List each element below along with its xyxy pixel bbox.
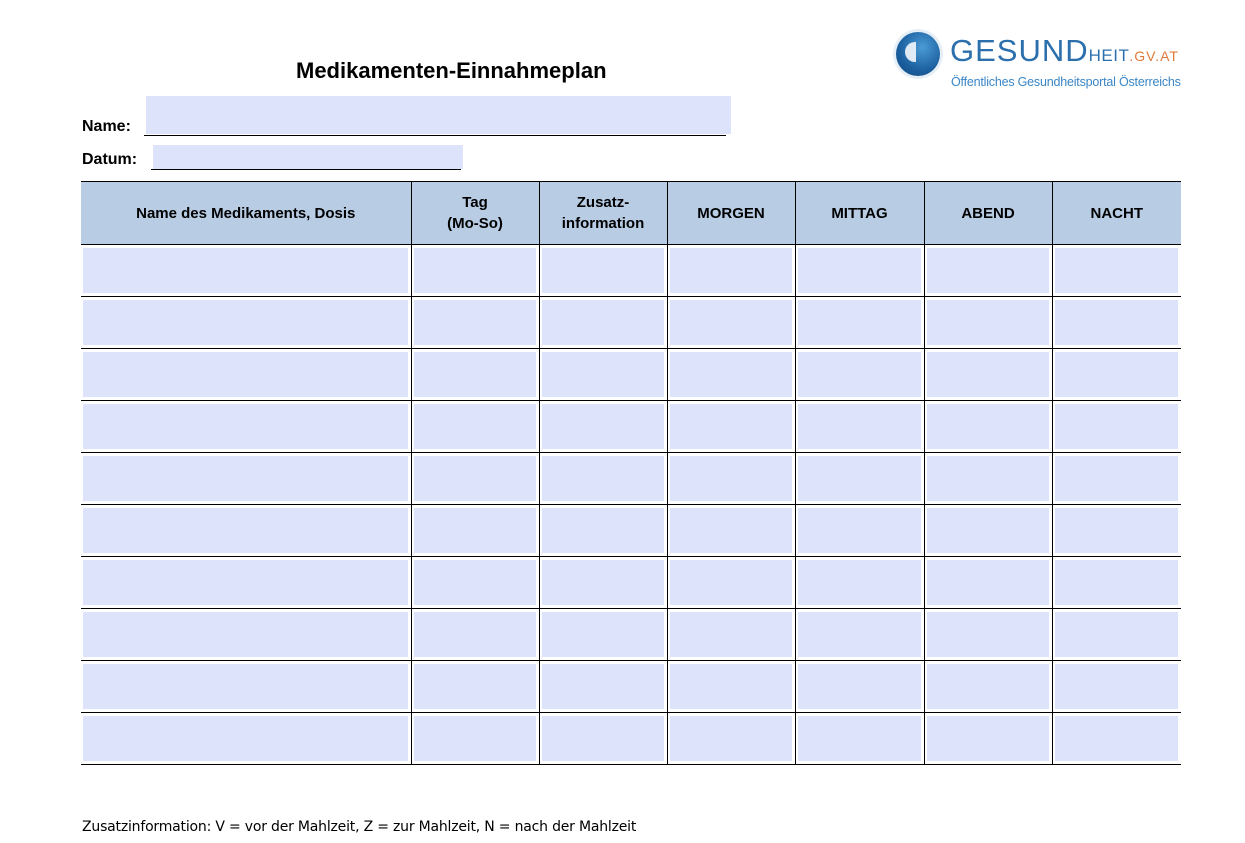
table-cell xyxy=(411,245,539,297)
name-label: Name: xyxy=(82,118,131,135)
day-field[interactable] xyxy=(414,248,536,293)
day-field[interactable] xyxy=(414,560,536,605)
night-field[interactable] xyxy=(1055,612,1179,657)
table-cell xyxy=(924,453,1052,505)
table-cell xyxy=(667,401,795,453)
day-field[interactable] xyxy=(414,508,536,553)
night-field[interactable] xyxy=(1055,560,1179,605)
evening-field[interactable] xyxy=(927,300,1049,345)
evening-field[interactable] xyxy=(927,716,1049,761)
table-row xyxy=(81,453,1181,505)
additional-info-field[interactable] xyxy=(542,716,664,761)
table-cell xyxy=(1052,505,1181,557)
table-cell xyxy=(924,505,1052,557)
table-cell xyxy=(411,297,539,349)
noon-field[interactable] xyxy=(798,456,921,501)
table-cell xyxy=(795,713,924,765)
table-row xyxy=(81,245,1181,297)
night-field[interactable] xyxy=(1055,508,1179,553)
noon-field[interactable] xyxy=(798,508,921,553)
table-row xyxy=(81,401,1181,453)
medication-dose-field[interactable] xyxy=(83,300,408,345)
morning-field[interactable] xyxy=(670,612,792,657)
logo-subtitle: Öffentliches Gesundheitsportal Österreichs xyxy=(951,75,1181,89)
table-cell xyxy=(795,297,924,349)
header-noon: MITTAG xyxy=(795,182,924,245)
table-cell xyxy=(1052,401,1181,453)
day-field[interactable] xyxy=(414,300,536,345)
medication-dose-field[interactable] xyxy=(83,664,408,709)
table-cell xyxy=(81,557,411,609)
night-field[interactable] xyxy=(1055,716,1179,761)
medication-dose-field[interactable] xyxy=(83,248,408,293)
table-cell xyxy=(924,661,1052,713)
additional-info-field[interactable] xyxy=(542,560,664,605)
header-evening: ABEND xyxy=(924,182,1052,245)
evening-field[interactable] xyxy=(927,560,1049,605)
table-cell xyxy=(81,401,411,453)
table-cell xyxy=(539,245,667,297)
name-underline xyxy=(144,135,726,136)
table-cell xyxy=(667,453,795,505)
logo-main-prefix: GESUND xyxy=(950,33,1089,68)
table-cell xyxy=(667,713,795,765)
additional-info-field[interactable] xyxy=(542,456,664,501)
table-row xyxy=(81,609,1181,661)
table-cell xyxy=(795,245,924,297)
day-field[interactable] xyxy=(414,664,536,709)
name-input[interactable] xyxy=(146,96,731,134)
header-night: NACHT xyxy=(1052,182,1181,245)
table-cell xyxy=(1052,713,1181,765)
table-cell xyxy=(667,661,795,713)
evening-field[interactable] xyxy=(927,508,1049,553)
noon-field[interactable] xyxy=(798,352,921,397)
morning-field[interactable] xyxy=(670,664,792,709)
table-cell xyxy=(667,557,795,609)
medication-plan-table xyxy=(81,181,1181,765)
noon-field[interactable] xyxy=(798,248,921,293)
table-cell xyxy=(411,557,539,609)
noon-field[interactable] xyxy=(798,300,921,345)
table-cell xyxy=(924,713,1052,765)
evening-field[interactable] xyxy=(927,248,1049,293)
table-row xyxy=(81,557,1181,609)
table-cell xyxy=(924,609,1052,661)
night-field[interactable] xyxy=(1055,248,1179,293)
table-cell xyxy=(667,297,795,349)
table-cell xyxy=(1052,661,1181,713)
evening-field[interactable] xyxy=(927,456,1049,501)
evening-field[interactable] xyxy=(927,612,1049,657)
datum-underline xyxy=(151,169,461,170)
table-cell xyxy=(795,401,924,453)
datum-label: Datum: xyxy=(82,151,138,168)
morning-field[interactable] xyxy=(670,456,792,501)
noon-field[interactable] xyxy=(798,560,921,605)
table-cell xyxy=(411,453,539,505)
noon-field[interactable] xyxy=(798,716,921,761)
logo-main-small: HEIT xyxy=(1088,46,1130,65)
table-cell xyxy=(81,505,411,557)
night-field[interactable] xyxy=(1055,404,1179,449)
day-field[interactable] xyxy=(414,404,536,449)
morning-field[interactable] xyxy=(670,300,792,345)
logo-emblem-icon xyxy=(896,32,940,76)
table-cell xyxy=(1052,453,1181,505)
table-cell xyxy=(539,609,667,661)
header-day: Tag (Mo-So) xyxy=(411,182,539,245)
table-cell xyxy=(539,297,667,349)
medication-dose-field[interactable] xyxy=(83,404,408,449)
additional-info-field[interactable] xyxy=(542,300,664,345)
additional-info-field[interactable] xyxy=(542,612,664,657)
morning-field[interactable] xyxy=(670,404,792,449)
logo-wordmark xyxy=(950,34,1179,73)
table-cell xyxy=(411,349,539,401)
table-cell xyxy=(795,453,924,505)
table-cell xyxy=(667,505,795,557)
header-morning: MORGEN xyxy=(667,182,795,245)
table-cell xyxy=(411,713,539,765)
noon-field[interactable] xyxy=(798,664,921,709)
table-cell xyxy=(795,661,924,713)
medication-dose-field[interactable] xyxy=(83,456,408,501)
morning-field[interactable] xyxy=(670,716,792,761)
table-cell xyxy=(539,453,667,505)
day-field[interactable] xyxy=(414,352,536,397)
table-cell xyxy=(411,661,539,713)
medication-dose-field[interactable] xyxy=(83,612,408,657)
morning-field[interactable] xyxy=(670,248,792,293)
table-cell xyxy=(411,401,539,453)
table-cell xyxy=(539,661,667,713)
table-header-row xyxy=(81,182,1181,245)
table-cell xyxy=(81,297,411,349)
footnote: Zusatzinformation: V = vor der Mahlzeit, Z = zur Mahlzeit, N = nach der Mahlzeit xyxy=(82,819,637,835)
table-cell xyxy=(1052,349,1181,401)
table-cell xyxy=(795,349,924,401)
table-cell xyxy=(81,713,411,765)
gesundheit-logo xyxy=(896,30,1196,94)
morning-field[interactable] xyxy=(670,560,792,605)
morning-field[interactable] xyxy=(670,352,792,397)
additional-info-field[interactable] xyxy=(542,508,664,553)
night-field[interactable] xyxy=(1055,300,1179,345)
table-row xyxy=(81,505,1181,557)
day-field[interactable] xyxy=(414,456,536,501)
table-cell xyxy=(667,349,795,401)
noon-field[interactable] xyxy=(798,612,921,657)
morning-field[interactable] xyxy=(670,508,792,553)
night-field[interactable] xyxy=(1055,352,1179,397)
table-cell xyxy=(924,349,1052,401)
table-cell xyxy=(924,297,1052,349)
noon-field[interactable] xyxy=(798,404,921,449)
additional-info-field[interactable] xyxy=(542,404,664,449)
medication-dose-field[interactable] xyxy=(83,560,408,605)
table-body xyxy=(81,245,1181,765)
table-cell xyxy=(795,609,924,661)
table-cell xyxy=(539,557,667,609)
table-cell xyxy=(1052,557,1181,609)
header-additional-info: Zusatz- information xyxy=(539,182,667,245)
table-cell xyxy=(411,609,539,661)
table-cell xyxy=(795,557,924,609)
day-field[interactable] xyxy=(414,716,536,761)
additional-info-field[interactable] xyxy=(542,664,664,709)
table-cell xyxy=(1052,245,1181,297)
evening-field[interactable] xyxy=(927,664,1049,709)
table-cell xyxy=(795,505,924,557)
medication-dose-field[interactable] xyxy=(83,716,408,761)
evening-field[interactable] xyxy=(927,352,1049,397)
night-field[interactable] xyxy=(1055,664,1179,709)
table-row xyxy=(81,713,1181,765)
page-title: Medikamenten-Einnahmeplan xyxy=(296,58,607,83)
table-cell xyxy=(539,713,667,765)
table-cell xyxy=(81,661,411,713)
table-cell xyxy=(539,401,667,453)
table-cell xyxy=(81,609,411,661)
table-cell xyxy=(81,453,411,505)
table-cell xyxy=(81,349,411,401)
table-row xyxy=(81,297,1181,349)
table-cell xyxy=(924,245,1052,297)
day-field[interactable] xyxy=(414,612,536,657)
table-cell xyxy=(81,245,411,297)
additional-info-field[interactable] xyxy=(542,352,664,397)
table-cell xyxy=(924,401,1052,453)
table-cell xyxy=(924,557,1052,609)
medication-dose-field[interactable] xyxy=(83,508,408,553)
header-medication-dose: Name des Medikaments, Dosis xyxy=(81,182,411,245)
table-cell xyxy=(411,505,539,557)
additional-info-field[interactable] xyxy=(542,248,664,293)
medication-dose-field[interactable] xyxy=(83,352,408,397)
datum-input[interactable] xyxy=(153,145,463,169)
table-cell xyxy=(539,505,667,557)
table-cell xyxy=(667,609,795,661)
table-row xyxy=(81,661,1181,713)
evening-field[interactable] xyxy=(927,404,1049,449)
table-cell xyxy=(539,349,667,401)
logo-tld: .GV.AT xyxy=(1129,48,1179,64)
table-cell xyxy=(1052,297,1181,349)
table-cell xyxy=(1052,609,1181,661)
table-row xyxy=(81,349,1181,401)
table-cell xyxy=(667,245,795,297)
night-field[interactable] xyxy=(1055,456,1179,501)
